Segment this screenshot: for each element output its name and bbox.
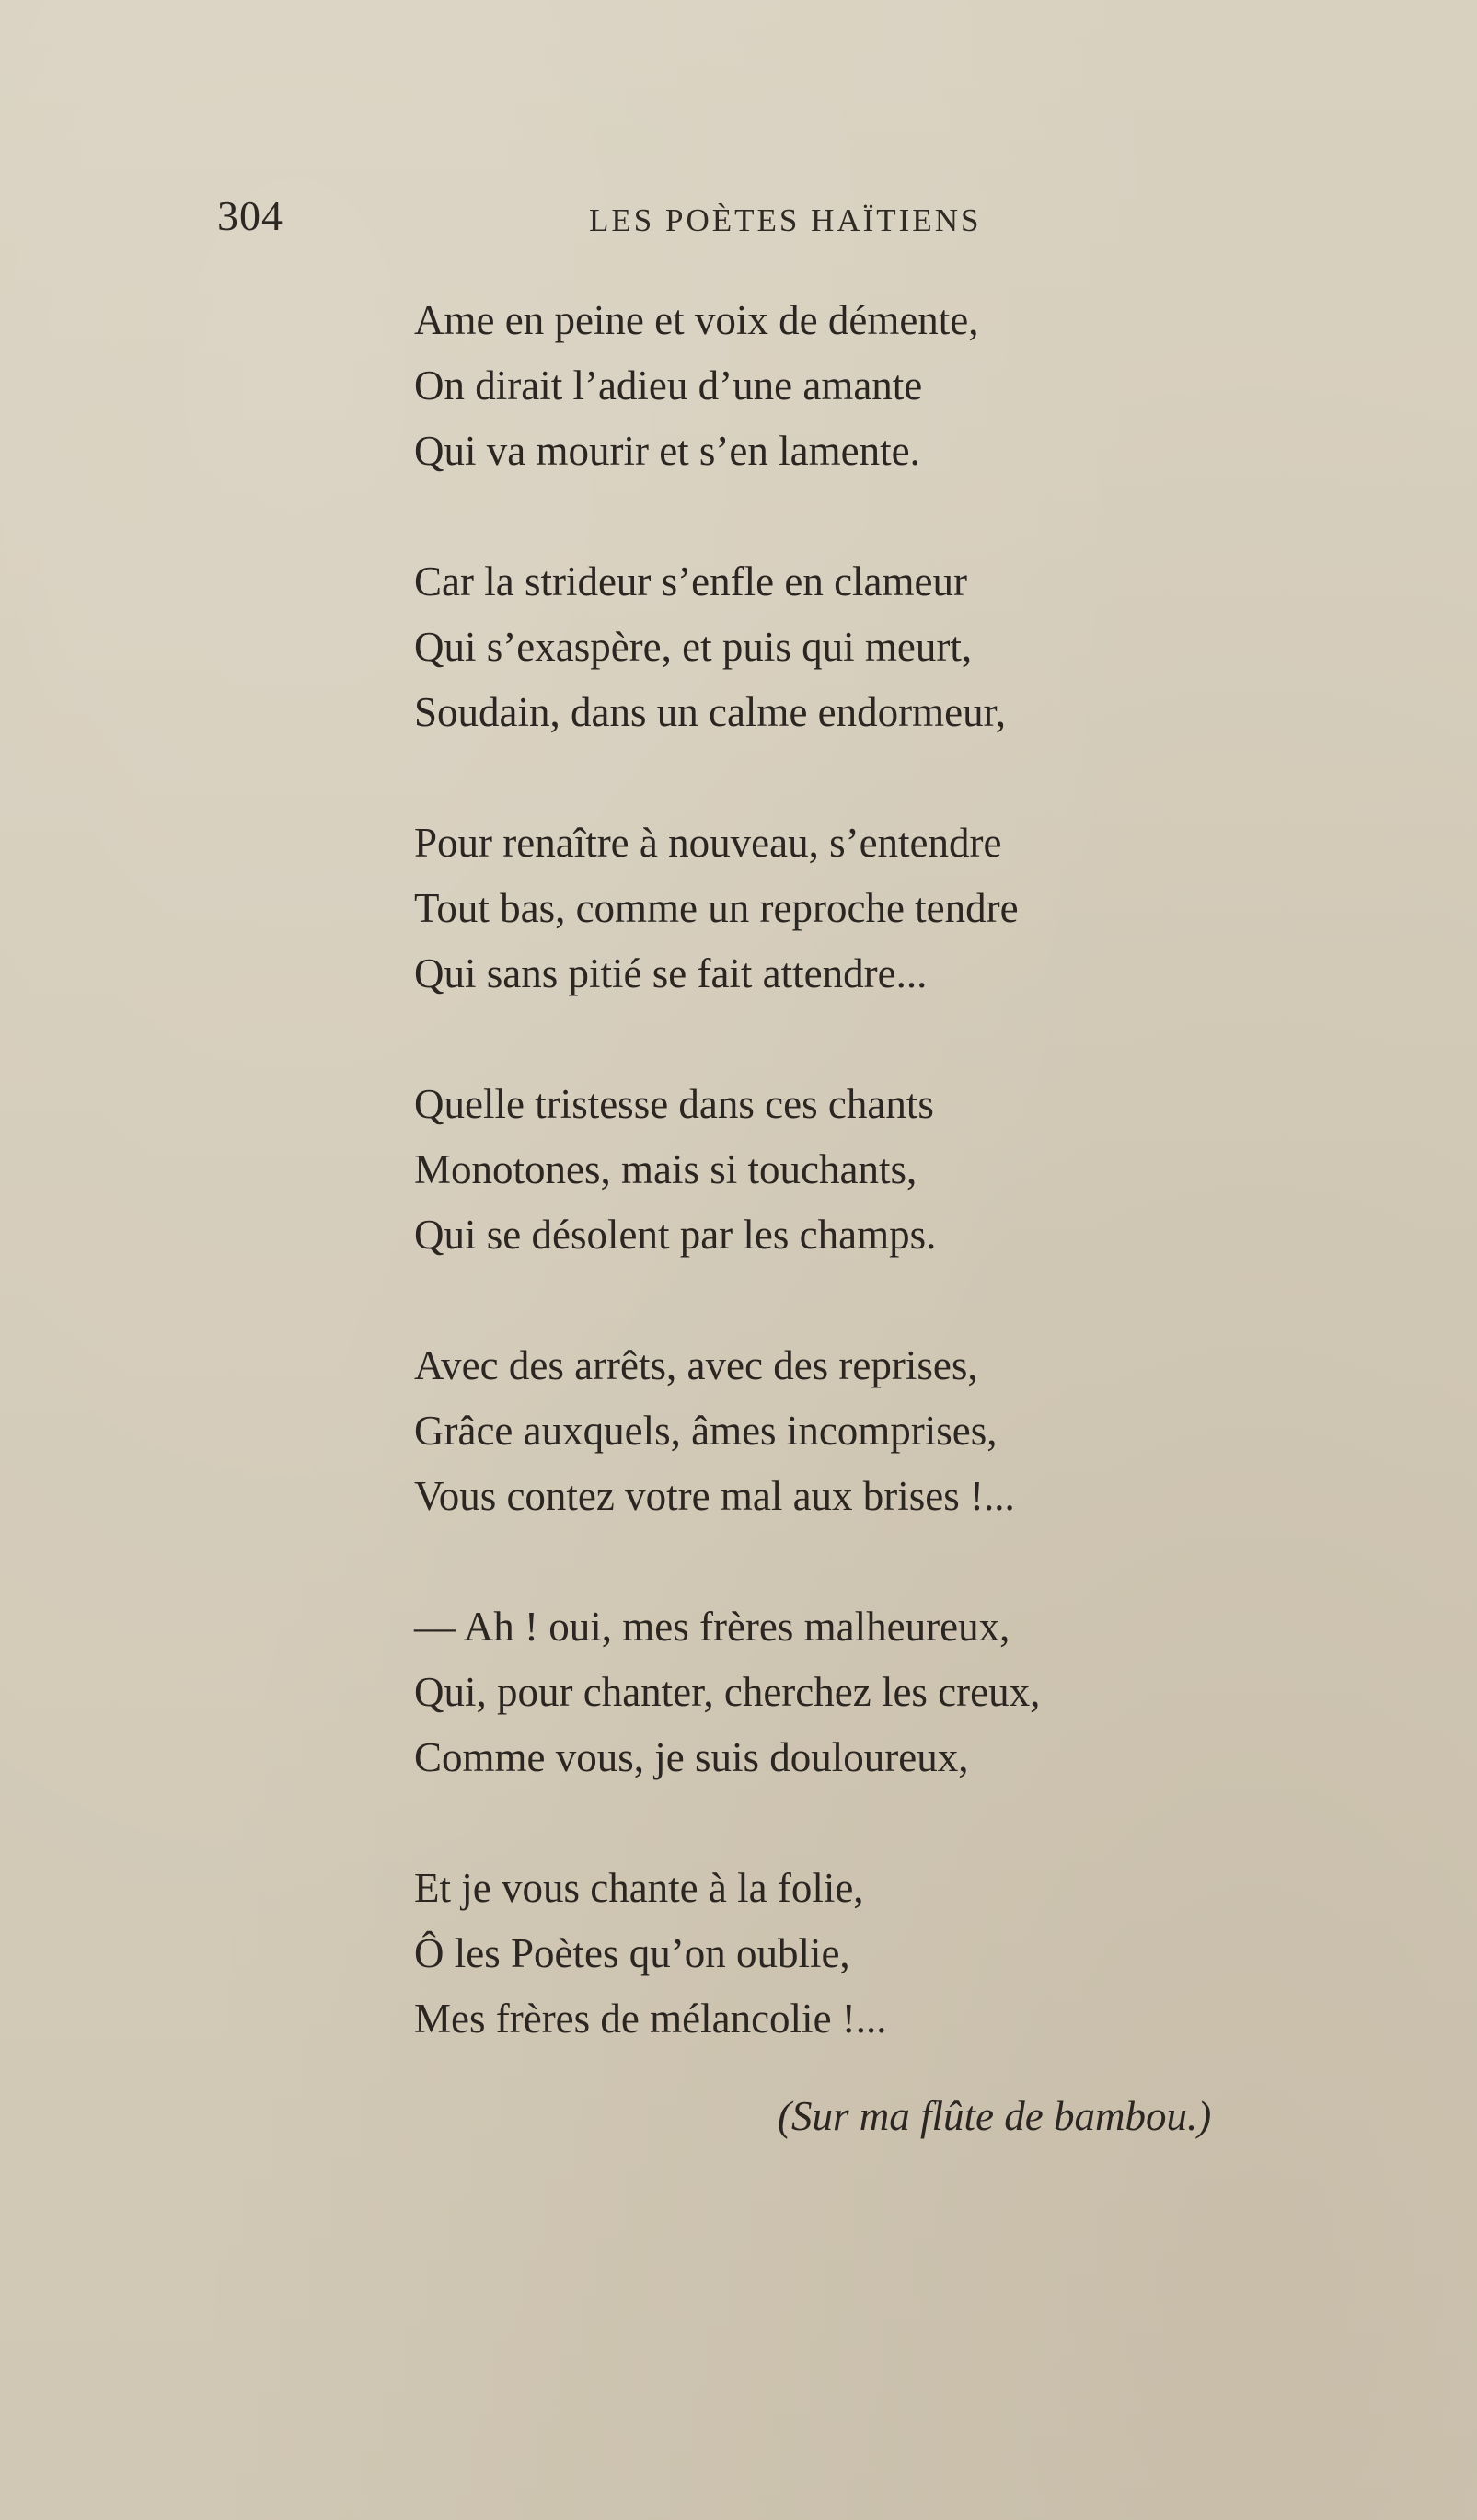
poem-line: Qui se désolent par les champs.	[414, 1212, 937, 1258]
poem-line: Et je vous chante à la folie,	[414, 1865, 864, 1911]
stanza	[414, 288, 1242, 484]
poem-line: On dirait l’adieu d’une amante	[414, 362, 923, 408]
poem-line: Qui, pour chanter, cherchez les creux,	[414, 1669, 1041, 1715]
poem-line: Qui s’exaspère, et puis qui meurt,	[414, 624, 973, 670]
poem-line: Comme vous, je suis douloureux,	[414, 1734, 969, 1780]
poem-line: Qui va mourir et s’en lamente.	[414, 428, 920, 474]
poem-line: Qui sans pitié se fait attendre...	[414, 950, 928, 996]
poem-line: Monotones, mais si touchants,	[414, 1146, 917, 1192]
poem-line: Soudain, dans un calme endormeur,	[414, 689, 1007, 735]
page-number: 304	[217, 192, 283, 239]
stanza	[414, 1333, 1242, 1529]
poem-line: Pour renaître à nouveau, s’entendre	[414, 820, 1002, 866]
poem-line: Mes frères de mélancolie !...	[414, 1996, 887, 2042]
poem-attribution: (Sur ma flûte de bambou.)	[778, 2093, 1212, 2139]
poem-line: — Ah ! oui, mes frères malheureux,	[414, 1604, 1010, 1650]
poem-line: Vous contez votre mal aux brises !...	[414, 1473, 1015, 1519]
stanza	[414, 1856, 1242, 2052]
poem-line: Avec des arrêts, avec des reprises,	[414, 1342, 978, 1388]
poem-line: Ô les Poètes qu’on oublie,	[414, 1930, 850, 1976]
stanza	[414, 811, 1242, 1007]
stanza	[414, 1072, 1242, 1268]
stanza	[414, 1594, 1242, 1790]
poem	[414, 288, 1242, 2052]
running-title: LES POÈTES HAÏTIENS	[589, 202, 982, 238]
poem-line: Ame en peine et voix de démente,	[414, 297, 979, 343]
poem-line: Quelle tristesse dans ces chants	[414, 1081, 934, 1127]
stanza	[414, 549, 1242, 745]
poem-line: Tout bas, comme un reproche tendre	[414, 885, 1019, 931]
poem-line: Car la strideur s’enfle en clameur	[414, 558, 967, 604]
poem-line: Grâce auxquels, âmes incomprises,	[414, 1408, 998, 1454]
